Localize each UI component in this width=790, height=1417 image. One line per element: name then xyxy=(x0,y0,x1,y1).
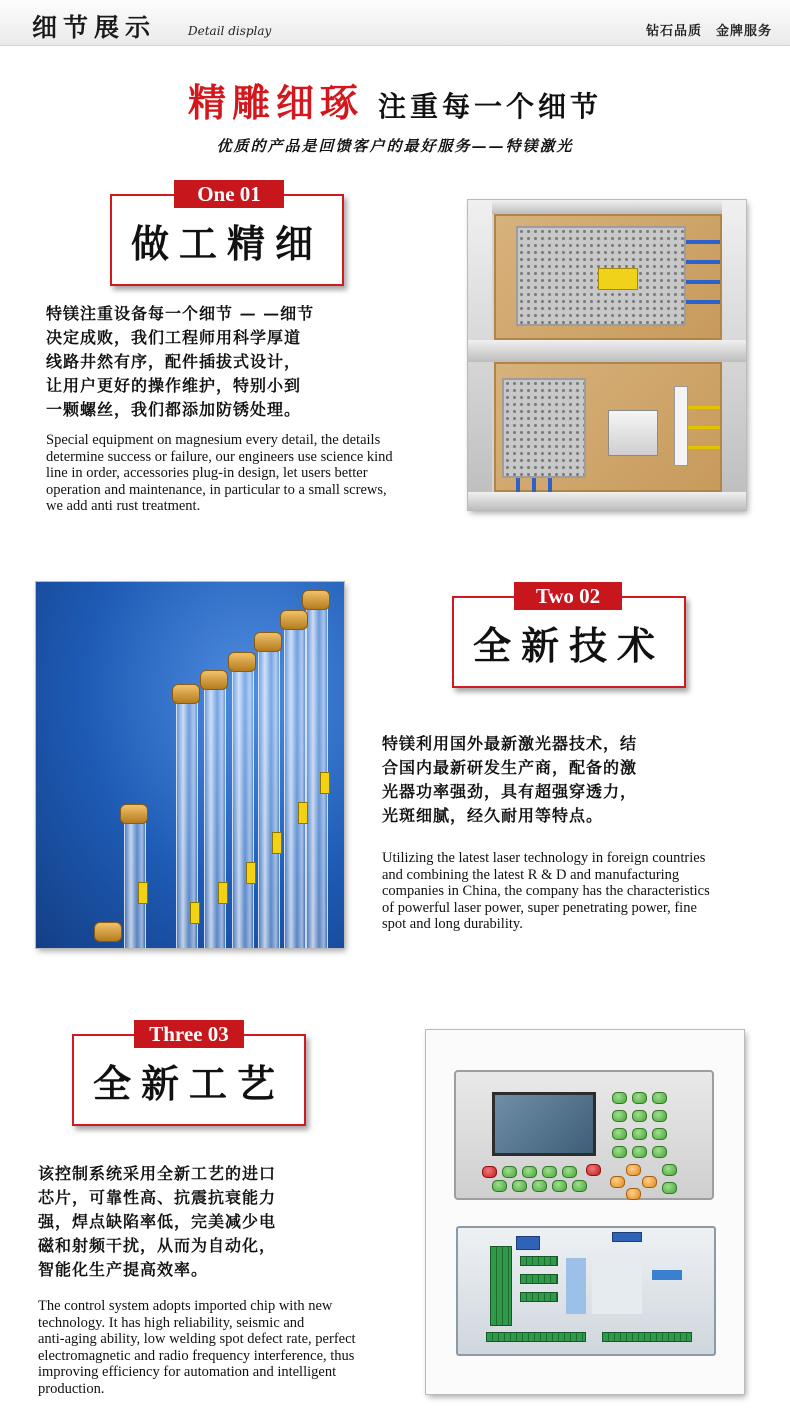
cn-line: 特镁利用国外最新激光器技术，结 xyxy=(382,734,638,753)
cn-line: 特镁注重设备每一个细节 — —细节 xyxy=(46,304,315,323)
section-badge-1: One 01 xyxy=(174,180,284,208)
cn-line: 让用户更好的操作维护，特别小到 xyxy=(46,376,302,395)
slogan-service: 金牌服务 xyxy=(715,24,772,39)
en-line: Special equipment on magnesium every detail, the details xyxy=(46,432,381,448)
section-en-text-2 xyxy=(382,850,782,933)
cn-line: 强，焊点缺陷率低，完美减少电 xyxy=(38,1212,277,1231)
en-line: determine success or failure, our engineers use science kind xyxy=(46,448,393,465)
cn-line: 合国内最新研发生产商，配备的激 xyxy=(382,758,638,777)
cn-line: 一颗螺丝，我们都添加防锈处理。 xyxy=(46,400,302,419)
en-line: operation and maintenance, in particular to a small screws, xyxy=(46,481,387,498)
en-line: technology. It has high reliability, seismic and xyxy=(38,1314,305,1331)
en-line: electromagnetic and radio frequency interference, thus xyxy=(38,1347,355,1364)
laser-tubes-photo xyxy=(36,582,344,948)
cn-line: 光器功率强劲，具有超强穿透力， xyxy=(382,782,638,801)
en-line: production. xyxy=(38,1380,105,1397)
en-line: line in order, accessories plug-in design, let users better xyxy=(46,465,368,481)
headline xyxy=(0,72,790,127)
section-badge-3: Three 03 xyxy=(134,1020,244,1048)
cn-line: 线路井然有序，配件插拔式设计， xyxy=(46,352,302,371)
section-cn-text-2 xyxy=(382,732,772,828)
section-cn-text-3 xyxy=(38,1162,418,1282)
headline-secondary: 注重每一个细节 xyxy=(378,90,603,123)
cn-line: 磁和射频干扰，从而为自动化， xyxy=(38,1236,277,1255)
en-line: spot and long durability. xyxy=(382,916,523,932)
section-en-text-1 xyxy=(46,432,456,515)
cn-line: 决定成败，我们工程师用科学厚道 xyxy=(46,328,302,347)
slogan-quality: 钻石品质 xyxy=(645,24,702,39)
section-title-2: 全新技术 xyxy=(472,622,665,668)
en-line: of powerful laser power, super penetrating power, fine xyxy=(382,899,697,916)
section-badge-2: Two 02 xyxy=(514,582,622,610)
en-line: The control system adopts imported chip with new xyxy=(38,1298,333,1314)
cn-line: 光斑细腻，经久耐用等特点。 xyxy=(382,806,604,825)
en-line: companies in China, the company has the characteristics xyxy=(382,883,710,899)
section-title-1: 做工精细 xyxy=(130,220,323,266)
top-header-bar xyxy=(0,0,790,46)
en-line: anti-aging ability, low welding spot defect rate, perfect xyxy=(38,1331,356,1347)
section-cn-text-1 xyxy=(46,302,446,422)
cn-line: 芯片，可靠性高、抗震抗衰能力 xyxy=(38,1188,277,1207)
header-slogans xyxy=(646,20,772,39)
headline-main: 精雕细琢 xyxy=(187,80,364,125)
control-system-photo xyxy=(426,1030,744,1394)
header-subtitle: Detail display xyxy=(188,24,272,38)
en-line: Utilizing the latest laser technology in foreign countries xyxy=(382,850,706,866)
cn-line: 智能化生产提高效率。 xyxy=(38,1260,209,1279)
tagline: 优质的产品是回馈客户的最好服务——特镁激光 xyxy=(216,137,574,155)
section-en-text-3 xyxy=(38,1298,418,1397)
en-line: improving efficiency for automation and intelligent xyxy=(38,1364,337,1380)
en-line: we add anti rust treatment. xyxy=(46,498,201,514)
section-title-3: 全新工艺 xyxy=(92,1060,285,1106)
cabinet-photo xyxy=(468,200,746,510)
header-title: 细节展示 xyxy=(32,13,157,42)
en-line: and combining the latest R & D and manufacturing xyxy=(382,866,680,883)
cn-line: 该控制系统采用全新工艺的进口 xyxy=(38,1164,277,1183)
